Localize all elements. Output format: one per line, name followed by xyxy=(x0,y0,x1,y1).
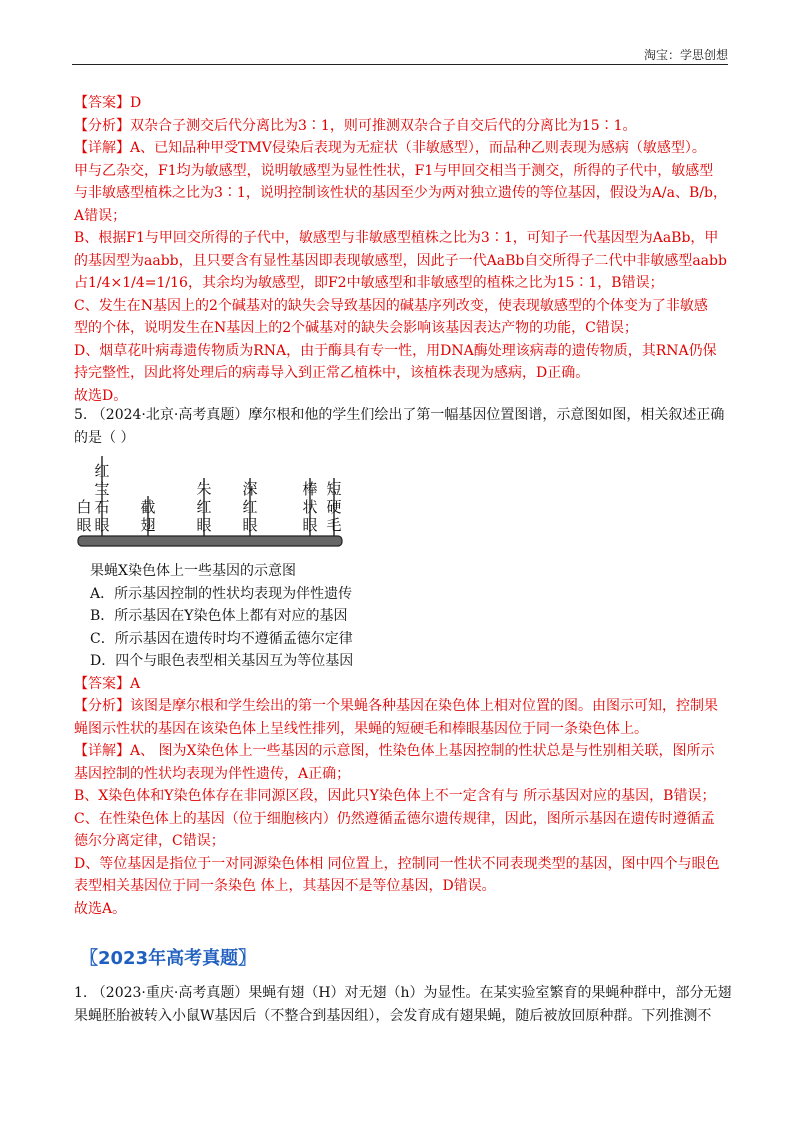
option-b: B．所示基因在Y染色体上都有对应的基因 xyxy=(90,608,348,624)
gene-label-char: 白 xyxy=(76,498,92,516)
q5-stem xyxy=(74,404,732,449)
header-rule xyxy=(72,64,728,65)
gene-labels xyxy=(76,462,341,534)
gene-label-char: 深 xyxy=(242,480,258,498)
q5-detail-c-line: C、在性染色体上的基因（位于细胞核内）仍然遵循孟德尔遗传规律，因此，图所示基因在遗传时遵循孟 xyxy=(74,810,715,827)
q4-answer-line: 【答案】D xyxy=(74,95,142,111)
q4-detail-b-line: 的基因型为aabb，且只要含有显性基因即表现敏感型，因此子一代AaBb自交所得子二代中非敏感型aabb xyxy=(74,252,727,269)
q1-stem xyxy=(74,982,732,1027)
gene-label-char: 毛 xyxy=(326,516,342,534)
q5-stem-line: 5. （2024·北京·高考真题）摩尔根和他的学生们绘出了第一幅基因位置图谱，示意图如图，相关叙述正确 xyxy=(74,407,725,423)
chromosome-gene-diagram xyxy=(74,452,354,556)
gene-label-char: 宝 xyxy=(94,480,110,498)
q4-detail-d-line: 持完整性，因此将处理后的病毒导入到正常乙植株中，该植株表现为感病，D正确。 xyxy=(74,365,590,381)
q4-detail-b-line: B、根据F1与甲回交所得的子代中，敏感型与非敏感型植株之比为3∶1，可知子一代基因型为AaBb，甲 xyxy=(74,230,719,246)
gene-label-char: 朱 xyxy=(196,480,212,498)
q5-detail-a-line: 基因控制的性状均表现为伴性遗传，A正确； xyxy=(74,765,351,782)
gene-label-char: 硬 xyxy=(326,498,342,516)
gene-label-char: 眼 xyxy=(76,516,92,534)
q5-detail-c-line: 德尔分离定律，C错误； xyxy=(74,833,225,849)
page-header: 淘宝：学思创想 xyxy=(643,48,728,62)
q4-detail-c-line: C、发生在N基因上的2个碱基对的缺失会导致基因的碱基序列改变，使表现敏感型的个体变为了非敏感 xyxy=(74,297,708,314)
section-title: 〖2023年高考真题〗 xyxy=(80,948,257,969)
q4-analysis-line: 【分析】双杂合子测交后代分离比为3∶1，则可推测双杂合子自交后代的分离比为15∶1。 xyxy=(74,117,637,134)
gene-label-char: 眼 xyxy=(302,516,318,534)
gene-label-char: 短 xyxy=(326,480,342,498)
q4-detail-a-line: 甲与乙杂交，F1均为敏感型，说明敏感型为显性性状，F1与甲回交相当于测交，所得的子代中，敏感型 xyxy=(74,162,714,179)
gene-label-char: 红 xyxy=(94,462,110,480)
q4-explanation xyxy=(74,92,732,407)
q4-detail-a-line: A错误； xyxy=(74,207,127,224)
q4-conclusion: 故选D。 xyxy=(74,387,128,404)
q5-detail-b-line: B、X染色体和Y染色体存在非同源区段，因此只Y染色体上不一定含有与 所示基因对应的基因，B错误； xyxy=(74,788,716,804)
q5-stem-line: 的是（ ） xyxy=(74,429,135,446)
gene-label-char: 截 xyxy=(140,498,156,516)
gene-label-char: 石 xyxy=(94,498,110,516)
q5-detail-a: 【详解】A、 图为X染色体上一些基因的示意图，性染色体上基因控制的性状总是与性别相关联，图所示 xyxy=(74,743,715,759)
x-chromosome-bar xyxy=(78,536,342,546)
q1-stem-line: 果蝇胚胎被转入小鼠W基因后（不整合到基因组），会发育成有翅果蝇，随后被放回原种群。下列推测不 xyxy=(74,1007,712,1024)
gene-label-char: 眼 xyxy=(196,516,212,534)
q5-analysis-line: 【分析】该图是摩尔根和学生绘出的第一个果蝇各种基因在染色体上相对位置的图。由图示可知，控制果 xyxy=(74,698,718,714)
q4-detail-d-line: D、烟草花叶病毒遗传物质为RNA，由于酶具有专一性，用DNA酶处理该病毒的遗传物质，其RNA仍保 xyxy=(74,342,717,359)
option-c: C．所示基因在遗传时均不遵循孟德尔定律 xyxy=(90,630,353,647)
q5-detail-d-line: 表型相关基因位于同一条染色 体上，其基因不是等位基因，D错误。 xyxy=(74,878,496,894)
q4-detail-a: 【详解】A、已知品种甲受TMV侵染后表现为无症状（非敏感型），而品种乙则表现为感病（敏感型）。 xyxy=(74,140,706,156)
option-d: D．四个与眼色表型相关基因互为等位基因 xyxy=(90,653,354,669)
diagram-caption: 果蝇X染色体上一些基因的示意图 xyxy=(90,563,296,579)
gene-label-char: 红 xyxy=(242,498,258,516)
gene-label-char: 棒 xyxy=(302,480,318,498)
q1-stem-line: 1. （2023·重庆·高考真题）果蝇有翅（H）对无翅（h）为显性。在某实验室繁育的果蝇种群中，部分无翅 xyxy=(74,985,732,1001)
q5-conclusion: 故选A。 xyxy=(74,900,127,917)
q5-body xyxy=(74,560,732,920)
gene-label-char: 状 xyxy=(302,498,318,516)
q5-answer-line: 【答案】A xyxy=(74,675,141,692)
option-a: A．所示基因控制的性状均表现为伴性遗传 xyxy=(90,585,353,602)
q4-detail-b-line: 占1/4×1/4=1/16，其余均为敏感型，即F2中敏感型和非敏感型的植株之比为15∶1，B错误； xyxy=(74,275,664,291)
gene-ticks xyxy=(102,456,334,546)
q5-detail-d-line: D、等位基因是指位于一对同源染色体相 同位置上，控制同一性状不同表现类型的基因，图中四个与眼色 xyxy=(74,855,720,872)
gene-label-char: 翅 xyxy=(140,516,156,534)
gene-label xyxy=(76,498,91,534)
gene-label-char: 眼 xyxy=(242,516,258,534)
gene-label-char: 眼 xyxy=(94,516,110,534)
q4-detail-a-line: 与非敏感型植株之比为3∶1，说明控制该性状的基因至少为两对独立遗传的等位基因，假设为A/a、B/b， xyxy=(74,185,727,201)
q4-detail-c-line: 型的个体，说明发生在N基因上的2个碱基对的缺失会影响该基因表达产物的功能，C错误； xyxy=(74,320,638,336)
q5-analysis-line: 蝇图示性状的基因在该染色体上呈线性排列，果蝇的短硬毛和棒眼基因位于同一条染色体上。 xyxy=(74,720,648,737)
gene-label-char: 红 xyxy=(196,498,212,516)
